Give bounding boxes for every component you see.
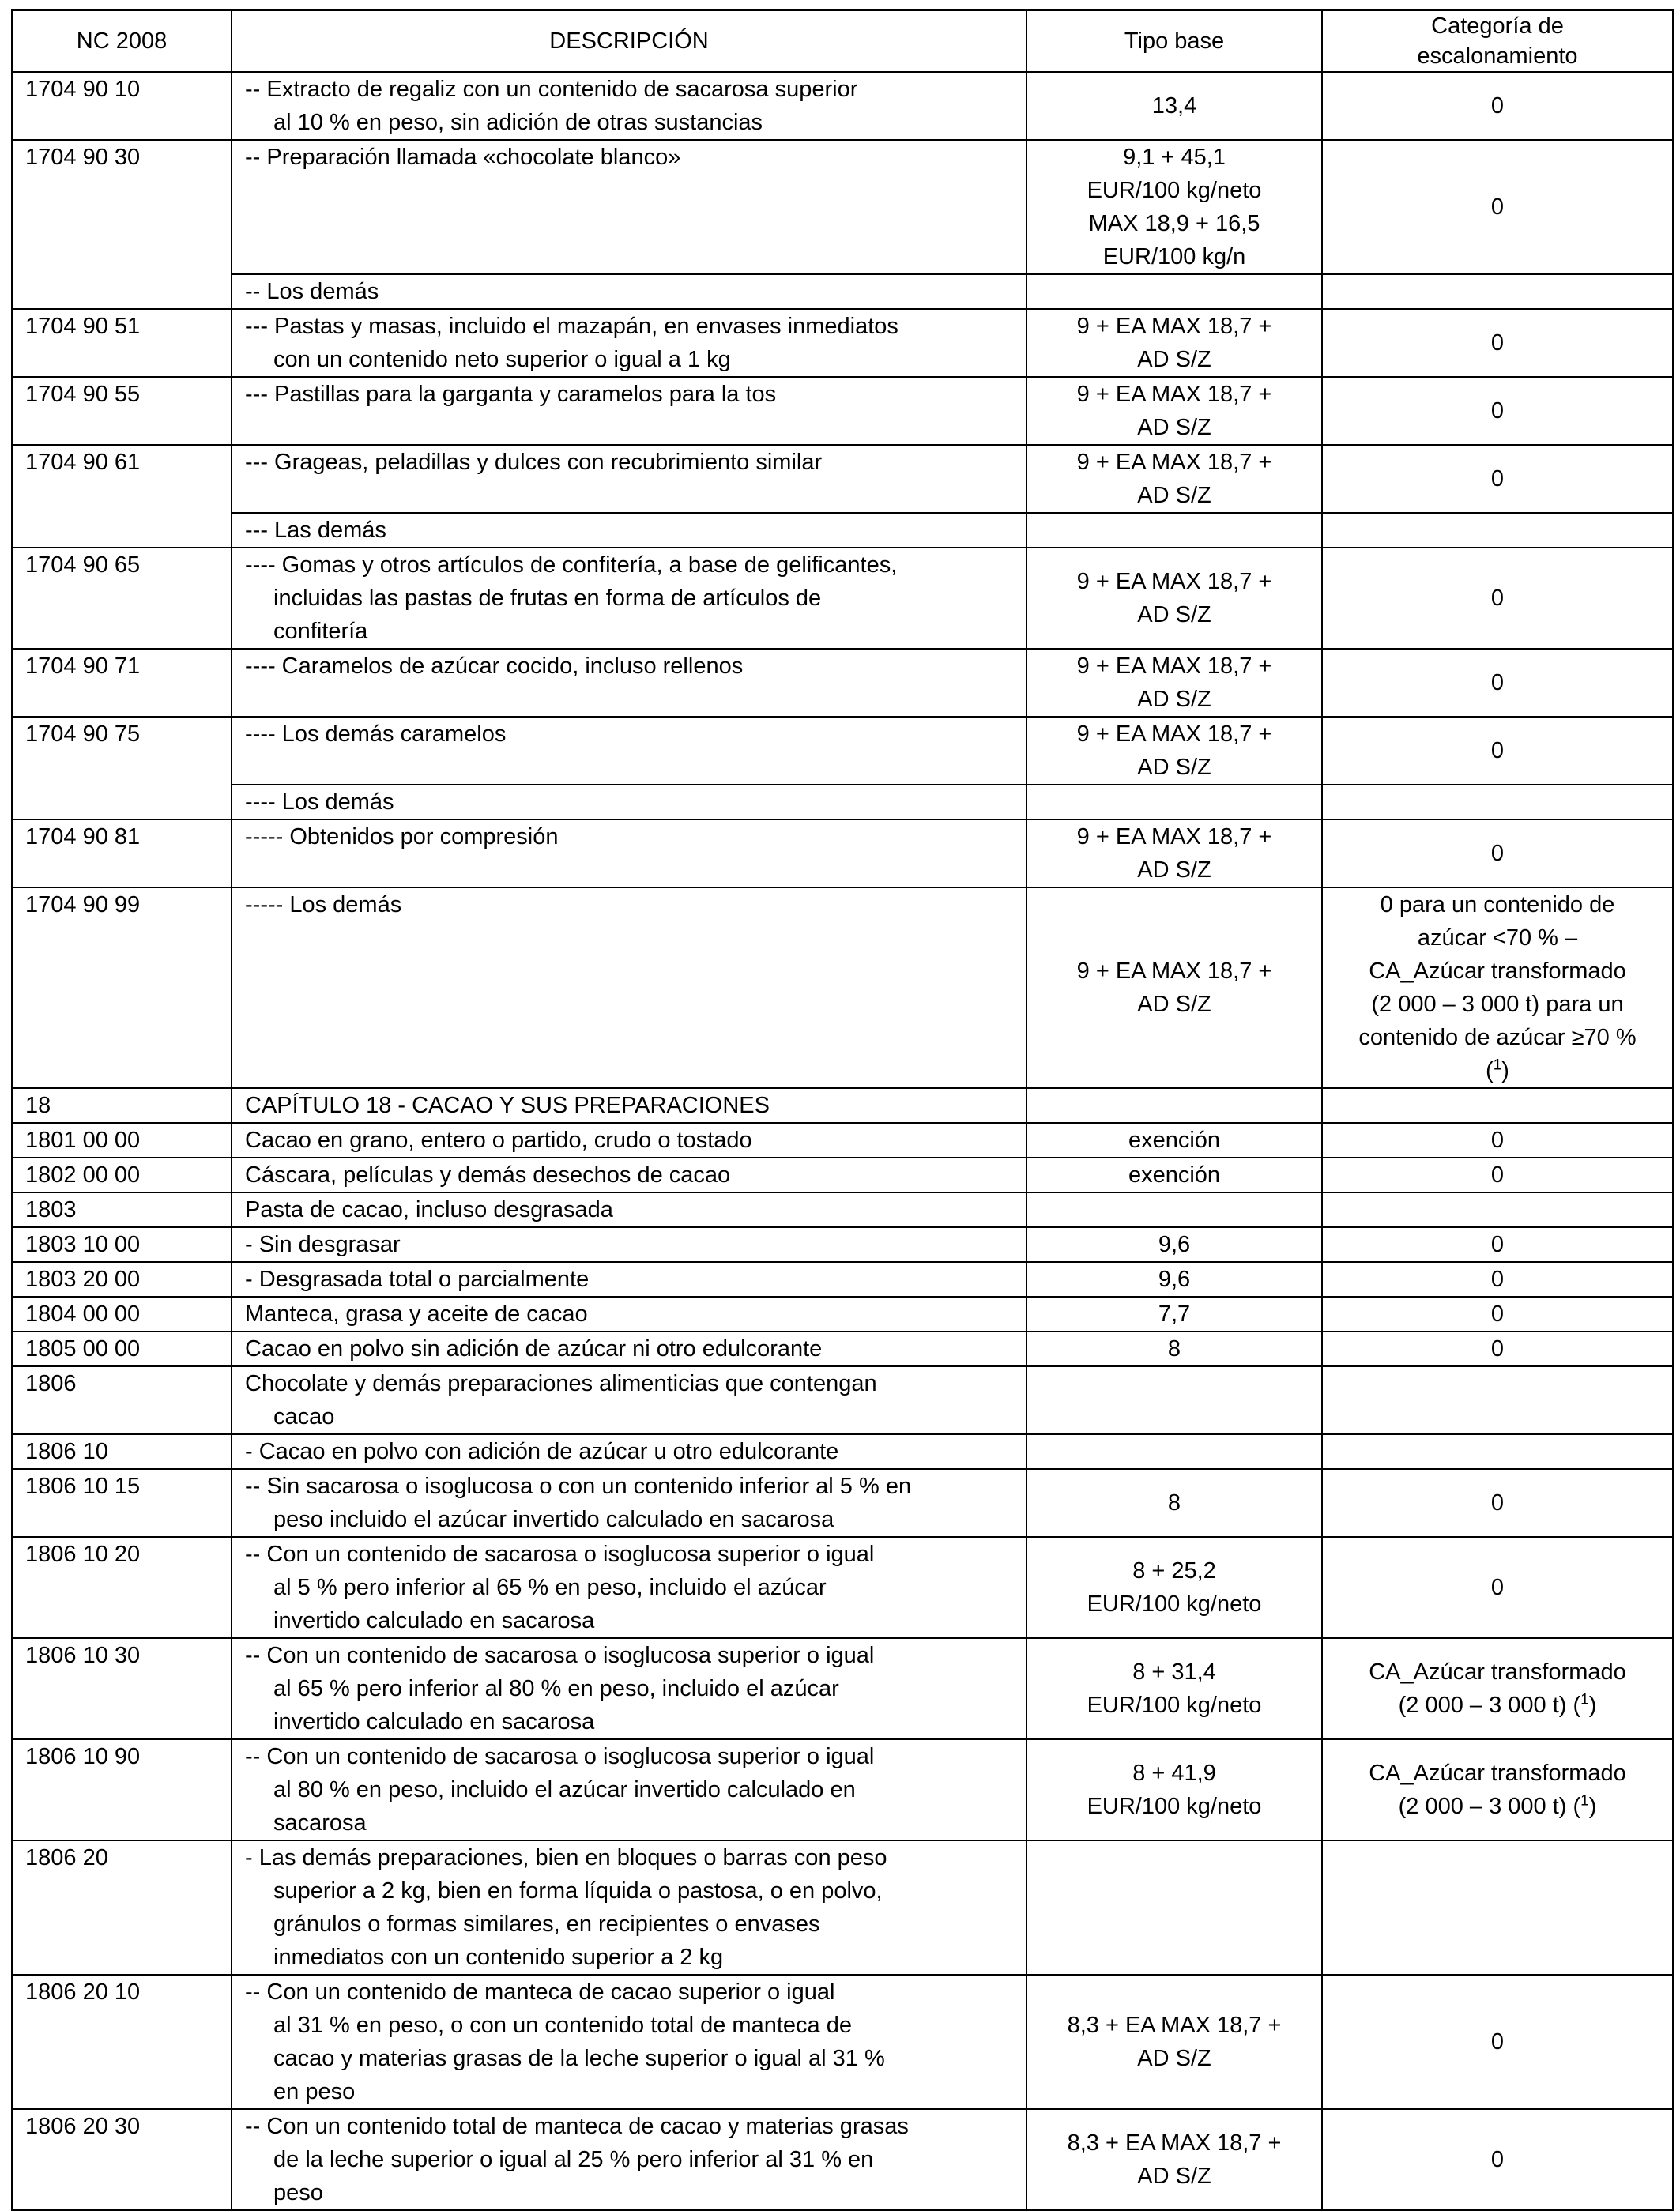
table-row <box>12 1227 1673 1262</box>
cell-tipo-base <box>1026 1469 1322 1537</box>
cell-line: - Cacao en polvo con adición de azúcar u otro edulcorante <box>245 1439 839 1464</box>
cell-nc: 1704 90 71 <box>12 649 232 717</box>
table-row <box>12 1123 1673 1158</box>
table-row <box>12 819 1673 887</box>
cell-tipo-base <box>1026 548 1322 649</box>
cell-tipo-base <box>1026 513 1322 548</box>
tariff-table <box>11 9 1674 2211</box>
cell-descripcion <box>232 819 1026 887</box>
cell-nc: 1704 90 10 <box>12 72 232 140</box>
cell-line: EUR/100 kg/neto <box>1087 1794 1262 1819</box>
header-categoria-line1: Categoría de <box>1431 13 1564 39</box>
header-nc-text: NC 2008 <box>76 28 168 54</box>
table-row <box>12 1331 1673 1366</box>
cell-line: invertido calculado en sacarosa <box>273 1608 595 1633</box>
cell-categoria <box>1322 1297 1673 1331</box>
cell-line: 9,6 <box>1158 1232 1191 1257</box>
table-body <box>12 72 1673 2210</box>
cell-line: inmediatos con un contenido superior a 2 kg <box>273 1945 724 1970</box>
footnote-marker: 1 <box>1580 1691 1589 1708</box>
cell-line: Cacao en grano, entero o partido, crudo o tostado <box>245 1128 752 1153</box>
cell-line: cacao <box>273 1404 335 1429</box>
cell-categoria <box>1322 1638 1673 1739</box>
cell-line: 0 <box>1490 586 1505 611</box>
table-row <box>12 2109 1673 2210</box>
header-descripcion <box>232 10 1026 72</box>
cell-descripcion <box>232 548 1026 649</box>
cell-line: cacao y materias grasas de la leche superior o igual al 31 % <box>273 2046 885 2071</box>
cell-line: al 10 % en peso, sin adición de otras sustancias <box>273 110 763 135</box>
cell-categoria <box>1322 513 1673 548</box>
cell-nc: 1704 90 61 <box>12 445 232 513</box>
table-row <box>12 1158 1673 1192</box>
cell-tipo-base <box>1026 1840 1322 1975</box>
cell-line: ---- Los demás <box>245 789 394 815</box>
cell-line: 9 + EA MAX 18,7 + <box>1076 314 1272 339</box>
cell-categoria <box>1322 309 1673 377</box>
cell-tipo-base <box>1026 1088 1322 1123</box>
cell-line: AD S/Z <box>1137 857 1211 883</box>
table-row <box>12 1537 1673 1638</box>
cell-line: 8,3 + EA MAX 18,7 + <box>1067 2013 1282 2038</box>
cell-line: -- Con un contenido de sacarosa o isoglucosa superior o igual <box>245 1643 875 1668</box>
table-row <box>12 1192 1673 1227</box>
cell-line: MAX 18,9 + 16,5 <box>1088 211 1260 236</box>
table-row <box>12 1088 1673 1123</box>
cell-line: 0 <box>1490 841 1505 866</box>
cell-line: confitería <box>273 619 368 644</box>
cell-tipo-base <box>1026 1366 1322 1434</box>
cell-tipo-base <box>1026 274 1322 309</box>
cell-descripcion <box>232 1262 1026 1297</box>
cell-line: CA_Azúcar transformado <box>1369 1761 1626 1786</box>
table-row <box>12 140 1673 274</box>
cell-nc <box>12 274 232 309</box>
cell-line: 9 + EA MAX 18,7 + <box>1076 382 1272 407</box>
cell-nc: 1806 10 90 <box>12 1739 232 1840</box>
cell-line: AD S/Z <box>1137 755 1211 780</box>
cell-line: superior a 2 kg, bien en forma líquida o pastosa, o en polvo, <box>273 1878 883 1904</box>
cell-line: -- Con un contenido de sacarosa o isoglucosa superior o igual <box>245 1542 875 1567</box>
cell-nc: 1805 00 00 <box>12 1331 232 1366</box>
table-row <box>12 309 1673 377</box>
cell-line: contenido de azúcar ≥70 % <box>1358 1025 1637 1050</box>
cell-line: exención <box>1128 1128 1221 1153</box>
table-row <box>12 445 1673 513</box>
cell-line: 0 <box>1490 1575 1505 1600</box>
cell-line: 0 <box>1490 1336 1505 1362</box>
cell-line: (2 000 – 3 000 t) ($^1$) <box>1398 1691 1597 1718</box>
cell-line: ---- Gomas y otros artículos de confitería, a base de gelificantes, <box>245 552 898 578</box>
cell-line: 0 <box>1490 2029 1505 2055</box>
cell-line: ($^1$) <box>1486 1057 1509 1083</box>
cell-line: 9 + EA MAX 18,7 + <box>1076 959 1272 984</box>
cell-descripcion <box>232 445 1026 513</box>
cell-line: AD S/Z <box>1137 483 1211 508</box>
cell-tipo-base <box>1026 785 1322 819</box>
cell-nc: 1806 <box>12 1366 232 1434</box>
cell-line: de la leche superior o igual al 25 % pero inferior al 31 % en <box>273 2147 874 2172</box>
cell-tipo-base <box>1026 1192 1322 1227</box>
table-row <box>12 1469 1673 1537</box>
cell-tipo-base <box>1026 1331 1322 1366</box>
cell-descripcion <box>232 717 1026 785</box>
cell-categoria <box>1322 1192 1673 1227</box>
cell-line: AD S/Z <box>1137 2046 1211 2071</box>
cell-descripcion <box>232 1434 1026 1469</box>
cell-tipo-base <box>1026 717 1322 785</box>
header-descripcion-text: DESCRIPCIÓN <box>549 28 709 54</box>
cell-nc: 1704 90 99 <box>12 887 232 1088</box>
cell-line: 8 + 25,2 <box>1132 1558 1216 1584</box>
cell-line: 0 <box>1490 93 1505 119</box>
cell-descripcion <box>232 1123 1026 1158</box>
cell-categoria <box>1322 274 1673 309</box>
cell-nc: 1801 00 00 <box>12 1123 232 1158</box>
cell-line: AD S/Z <box>1137 687 1211 712</box>
cell-categoria <box>1322 887 1673 1088</box>
cell-line: al 65 % pero inferior al 80 % en peso, incluido el azúcar <box>273 1676 839 1701</box>
cell-line: 9 + EA MAX 18,7 + <box>1076 450 1272 475</box>
table-row <box>12 649 1673 717</box>
cell-line: ----- Los demás <box>245 892 402 917</box>
cell-line: - Desgrasada total o parcialmente <box>245 1267 590 1292</box>
cell-descripcion <box>232 1638 1026 1739</box>
cell-line: peso <box>273 2180 323 2205</box>
header-tipo-base <box>1026 10 1322 72</box>
cell-tipo-base <box>1026 1739 1322 1840</box>
cell-line: ---- Caramelos de azúcar cocido, incluso rellenos <box>245 654 744 679</box>
cell-categoria <box>1322 1227 1673 1262</box>
cell-line: AD S/Z <box>1137 415 1211 440</box>
cell-tipo-base <box>1026 1537 1322 1638</box>
cell-nc: 1806 10 <box>12 1434 232 1469</box>
cell-line: EUR/100 kg/neto <box>1087 178 1262 203</box>
cell-line: CA_Azúcar transformado <box>1369 959 1626 984</box>
table-row <box>12 72 1673 140</box>
cell-descripcion <box>232 2109 1026 2210</box>
cell-line: 0 <box>1490 1301 1505 1327</box>
cell-line: -- Extracto de regaliz con un contenido de sacarosa superior <box>245 77 858 102</box>
footnote-marker: 1 <box>1493 1057 1502 1074</box>
cell-line: AD S/Z <box>1137 602 1211 627</box>
cell-descripcion <box>232 649 1026 717</box>
cell-line: Cáscara, películas y demás desechos de cacao <box>245 1162 731 1188</box>
table-row <box>12 1739 1673 1840</box>
cell-line: 13,4 <box>1151 93 1197 119</box>
cell-line: 9 + EA MAX 18,7 + <box>1076 721 1272 747</box>
cell-line: 0 <box>1490 466 1505 492</box>
cell-nc: 1704 90 81 <box>12 819 232 887</box>
cell-line: EUR/100 kg/neto <box>1087 1693 1262 1718</box>
cell-line: -- Preparación llamada «chocolate blanco» <box>245 145 681 170</box>
footnote-marker: 1 <box>1580 1792 1589 1810</box>
cell-categoria <box>1322 72 1673 140</box>
cell-categoria <box>1322 717 1673 785</box>
cell-line: peso incluido el azúcar invertido calculado en sacarosa <box>273 1507 834 1532</box>
cell-nc <box>12 513 232 548</box>
cell-descripcion <box>232 1975 1026 2109</box>
cell-nc: 1806 20 30 <box>12 2109 232 2210</box>
cell-nc: 1803 <box>12 1192 232 1227</box>
cell-nc: 1704 90 51 <box>12 309 232 377</box>
cell-line: gránulos o formas similares, en recipientes o envases <box>273 1912 820 1937</box>
cell-line: 8,3 + EA MAX 18,7 + <box>1067 2130 1282 2156</box>
cell-line: --- Pastas y masas, incluido el mazapán, en envases inmediatos <box>245 314 898 339</box>
header-categoria <box>1322 10 1673 72</box>
cell-tipo-base <box>1026 1123 1322 1158</box>
cell-categoria <box>1322 1434 1673 1469</box>
cell-line: 0 para un contenido de <box>1380 892 1615 917</box>
cell-tipo-base <box>1026 1434 1322 1469</box>
cell-line: EUR/100 kg/neto <box>1087 1591 1262 1617</box>
cell-descripcion <box>232 1088 1026 1123</box>
cell-categoria <box>1322 1123 1673 1158</box>
cell-nc <box>12 785 232 819</box>
table-row <box>12 1366 1673 1434</box>
cell-nc: 1804 00 00 <box>12 1297 232 1331</box>
header-nc <box>12 10 232 72</box>
cell-categoria <box>1322 785 1673 819</box>
cell-line: 0 <box>1490 2147 1505 2172</box>
cell-categoria <box>1322 1088 1673 1123</box>
cell-line: --- Las demás <box>245 518 386 543</box>
cell-descripcion <box>232 1840 1026 1975</box>
cell-descripcion <box>232 274 1026 309</box>
cell-line: 9 + EA MAX 18,7 + <box>1076 824 1272 849</box>
cell-line: 9,6 <box>1158 1267 1191 1292</box>
cell-descripcion <box>232 1366 1026 1434</box>
cell-line: 8 + 31,4 <box>1132 1659 1216 1685</box>
cell-descripcion <box>232 1158 1026 1192</box>
cell-line: 0 <box>1490 1267 1505 1292</box>
cell-line: -- Sin sacarosa o isoglucosa o con un contenido inferior al 5 % en <box>245 1474 912 1499</box>
cell-line: Manteca, grasa y aceite de cacao <box>245 1301 588 1327</box>
cell-categoria <box>1322 1366 1673 1434</box>
cell-descripcion <box>232 309 1026 377</box>
cell-descripcion <box>232 1192 1026 1227</box>
cell-line: 9 + EA MAX 18,7 + <box>1076 654 1272 679</box>
cell-categoria <box>1322 1537 1673 1638</box>
cell-line: AD S/Z <box>1137 2164 1211 2189</box>
cell-categoria <box>1322 548 1673 649</box>
cell-line: ---- Los demás caramelos <box>245 721 507 747</box>
table-row <box>12 887 1673 1088</box>
cell-line: 8 + 41,9 <box>1132 1761 1216 1786</box>
cell-line: 0 <box>1490 738 1505 763</box>
cell-tipo-base <box>1026 887 1322 1088</box>
cell-nc: 18 <box>12 1088 232 1123</box>
cell-nc: 1704 90 75 <box>12 717 232 785</box>
cell-line: 0 <box>1490 1232 1505 1257</box>
cell-line: -- Con un contenido de sacarosa o isoglucosa superior o igual <box>245 1744 875 1769</box>
cell-nc: 1806 20 <box>12 1840 232 1975</box>
cell-nc: 1806 20 10 <box>12 1975 232 2109</box>
cell-descripcion <box>232 785 1026 819</box>
cell-tipo-base <box>1026 72 1322 140</box>
cell-nc: 1806 10 30 <box>12 1638 232 1739</box>
cell-descripcion <box>232 1469 1026 1537</box>
cell-line: --- Grageas, peladillas y dulces con recubrimiento similar <box>245 450 823 475</box>
cell-nc: 1704 90 55 <box>12 377 232 445</box>
table-row <box>12 1975 1673 2109</box>
cell-categoria <box>1322 649 1673 717</box>
cell-tipo-base <box>1026 445 1322 513</box>
cell-line: Chocolate y demás preparaciones alimenticias que contengan <box>245 1371 877 1396</box>
cell-categoria <box>1322 140 1673 274</box>
cell-nc: 1704 90 65 <box>12 548 232 649</box>
table-row <box>12 1262 1673 1297</box>
cell-nc: 1803 20 00 <box>12 1262 232 1297</box>
table-row <box>12 548 1673 649</box>
cell-line: --- Pastillas para la garganta y caramelos para la tos <box>245 382 777 407</box>
cell-line: CA_Azúcar transformado <box>1369 1659 1626 1685</box>
table-row <box>12 274 1673 309</box>
cell-descripcion <box>232 1331 1026 1366</box>
cell-tipo-base <box>1026 649 1322 717</box>
cell-categoria <box>1322 1975 1673 2109</box>
cell-tipo-base <box>1026 1262 1322 1297</box>
cell-line: (2 000 – 3 000 t) ($^1$) <box>1398 1792 1597 1819</box>
cell-line: EUR/100 kg/n <box>1102 244 1246 269</box>
cell-descripcion <box>232 513 1026 548</box>
table-row <box>12 1638 1673 1739</box>
cell-categoria <box>1322 1739 1673 1840</box>
cell-line: 7,7 <box>1158 1301 1191 1327</box>
cell-categoria <box>1322 1840 1673 1975</box>
cell-descripcion <box>232 140 1026 274</box>
cell-line: - Sin desgrasar <box>245 1232 401 1257</box>
table-row <box>12 717 1673 785</box>
cell-categoria <box>1322 377 1673 445</box>
cell-line: 0 <box>1490 1128 1505 1153</box>
cell-line: 0 <box>1490 194 1505 220</box>
cell-line: azúcar <70 % – <box>1417 925 1578 951</box>
cell-categoria <box>1322 1469 1673 1537</box>
table-row <box>12 1297 1673 1331</box>
cell-descripcion <box>232 1739 1026 1840</box>
cell-categoria <box>1322 1158 1673 1192</box>
cell-line: al 31 % en peso, o con un contenido total de manteca de <box>273 2013 852 2038</box>
table-row <box>12 513 1673 548</box>
cell-line: -- Con un contenido total de manteca de cacao y materias grasas <box>245 2114 909 2139</box>
cell-descripcion <box>232 1227 1026 1262</box>
cell-line: (2 000 – 3 000 t) para un <box>1371 992 1624 1017</box>
cell-tipo-base <box>1026 1297 1322 1331</box>
cell-line: 8 <box>1167 1336 1181 1362</box>
cell-tipo-base <box>1026 140 1322 274</box>
cell-categoria <box>1322 819 1673 887</box>
cell-line: CAPÍTULO 18 - CACAO Y SUS PREPARACIONES <box>245 1093 770 1118</box>
cell-line: incluidas las pastas de frutas en forma de artículos de <box>273 586 822 611</box>
table-row <box>12 1840 1673 1975</box>
cell-nc: 1806 10 15 <box>12 1469 232 1537</box>
cell-descripcion <box>232 1537 1026 1638</box>
table-row <box>12 377 1673 445</box>
cell-descripcion <box>232 377 1026 445</box>
cell-tipo-base <box>1026 1638 1322 1739</box>
cell-descripcion <box>232 1297 1026 1331</box>
cell-line: invertido calculado en sacarosa <box>273 1709 595 1735</box>
cell-line: en peso <box>273 2079 356 2104</box>
cell-line: 0 <box>1490 670 1505 695</box>
cell-tipo-base <box>1026 1158 1322 1192</box>
cell-categoria <box>1322 2109 1673 2210</box>
cell-categoria <box>1322 1262 1673 1297</box>
cell-line: -- Con un contenido de manteca de cacao superior o igual <box>245 1979 835 2005</box>
cell-line: 0 <box>1490 1490 1505 1516</box>
cell-line: ----- Obtenidos por compresión <box>245 824 559 849</box>
cell-line: 9 + EA MAX 18,7 + <box>1076 569 1272 594</box>
cell-tipo-base <box>1026 309 1322 377</box>
cell-line: 0 <box>1490 1162 1505 1188</box>
cell-line: 0 <box>1490 398 1505 424</box>
cell-categoria <box>1322 1331 1673 1366</box>
cell-descripcion <box>232 887 1026 1088</box>
cell-line: Cacao en polvo sin adición de azúcar ni otro edulcorante <box>245 1336 823 1362</box>
cell-nc: 1802 00 00 <box>12 1158 232 1192</box>
header-row <box>12 10 1673 72</box>
cell-line: 0 <box>1490 330 1505 356</box>
cell-tipo-base <box>1026 1227 1322 1262</box>
cell-descripcion <box>232 72 1026 140</box>
cell-line: AD S/Z <box>1137 992 1211 1017</box>
cell-line: 9,1 + 45,1 <box>1123 145 1226 170</box>
cell-nc: 1803 10 00 <box>12 1227 232 1262</box>
cell-line: -- Los demás <box>245 279 379 304</box>
cell-line: sacarosa <box>273 1810 367 1836</box>
table-row <box>12 1434 1673 1469</box>
cell-tipo-base <box>1026 377 1322 445</box>
cell-tipo-base <box>1026 2109 1322 2210</box>
cell-categoria <box>1322 445 1673 513</box>
cell-line: Pasta de cacao, incluso desgrasada <box>245 1197 613 1222</box>
cell-line: con un contenido neto superior o igual a 1 kg <box>273 347 731 372</box>
cell-tipo-base <box>1026 819 1322 887</box>
header-categoria-line2: escalonamiento <box>1417 43 1578 69</box>
cell-tipo-base <box>1026 1975 1322 2109</box>
cell-line: exención <box>1128 1162 1221 1188</box>
cell-line: AD S/Z <box>1137 347 1211 372</box>
cell-nc: 1704 90 30 <box>12 140 232 274</box>
table-row <box>12 785 1673 819</box>
cell-line: 8 <box>1167 1490 1181 1516</box>
cell-line: al 5 % pero inferior al 65 % en peso, incluido el azúcar <box>273 1575 827 1600</box>
cell-nc: 1806 10 20 <box>12 1537 232 1638</box>
cell-line: al 80 % en peso, incluido el azúcar invertido calculado en <box>273 1777 856 1802</box>
header-tipo-base-text: Tipo base <box>1124 28 1225 54</box>
cell-line: - Las demás preparaciones, bien en bloques o barras con peso <box>245 1845 887 1870</box>
